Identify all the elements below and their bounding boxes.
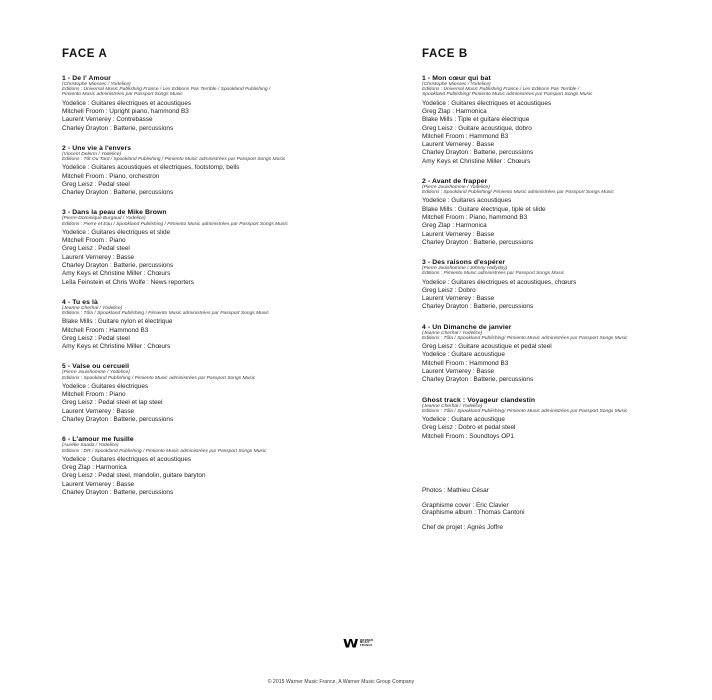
musician-credit: Blake Mills : Tiple et guitare électrique bbox=[422, 116, 530, 124]
musician-credit: Mitchell Froom : Piano, hammond B3 bbox=[422, 213, 528, 221]
track-writers: (Aurélie Saada / Yodelice) bbox=[62, 443, 119, 449]
track-credits bbox=[422, 197, 702, 247]
track-credits bbox=[422, 343, 702, 384]
track-editions-line: Editions : Pierre et Eau / Spookland Publishing / Pimiento Music administrées par Passport Songs Music bbox=[62, 221, 288, 227]
musician-credit: Yodelice : Guitare acoustique bbox=[422, 416, 505, 424]
musician-credit: Mitchell Froom : Hammond B3 bbox=[422, 132, 509, 140]
musician-credit: Charley Drayton : Batterie, percussions bbox=[62, 189, 174, 197]
musician-credit: Charley Drayton : Batterie, percussions bbox=[422, 238, 534, 246]
musician-credit: Blake Mills : Guitare électrique, tiple et slide bbox=[422, 205, 546, 213]
musician-credit: Yodelice : Guitares acoustiques et électriques, footstomp, bells bbox=[62, 164, 240, 172]
copyright-line: © 2015 Warner Music France, A Warner Music Group Company bbox=[267, 679, 415, 685]
musician-credit: Greg Leisz : Dobro et pedal steel bbox=[422, 424, 516, 432]
musician-credit: Laurent Vernerey : Basse bbox=[422, 295, 495, 303]
track-writers: (Jeanne Cherhal / Yodelice) bbox=[422, 403, 483, 409]
track-block bbox=[422, 75, 702, 166]
track-credits bbox=[62, 229, 362, 287]
musician-credit: Mitchell Froom : Soundtoys OP1 bbox=[422, 432, 514, 440]
track-title: 5 - Valse ou cercueil bbox=[62, 363, 130, 371]
face-a-track-list bbox=[62, 75, 362, 497]
musician-credit: Leïla Feinstein et Chris Wolfe : News reporters bbox=[62, 278, 195, 286]
musician-credit: Yodelice : Guitares électriques et acoustiques bbox=[62, 99, 192, 107]
musician-credit: Laurent Vernerey : Basse bbox=[62, 407, 135, 415]
warner-logo-caption bbox=[360, 640, 373, 649]
track-title: 2 - Une vie à l'envers bbox=[62, 144, 132, 152]
track-block bbox=[62, 75, 362, 133]
musician-credit: Yodelice : Guitares électriques bbox=[62, 382, 149, 390]
musician-credit: Laurent Vernerey : Contrebasse bbox=[62, 116, 153, 124]
musician-credit: Mitchell Froom : Upright piano, hammond B3 bbox=[62, 107, 189, 115]
track-editions-line: Editions : Tôla / Spookland Publishing/ Pimiento Music administrées par Passport Songs Music bbox=[422, 335, 628, 341]
track-credits bbox=[62, 164, 362, 197]
musician-credit: Yodelice : Guitare acoustique bbox=[422, 351, 505, 359]
musician-credit: Amy Keys et Christine Miller : Chœurs bbox=[62, 270, 171, 278]
musician-credit: Laurent Vernerey : Basse bbox=[422, 141, 495, 149]
track-credits bbox=[62, 318, 362, 351]
musician-credit: Charley Drayton : Batterie, percussions bbox=[422, 303, 534, 311]
chef-de-projet-credit: Chef de projet : Agnès Joffre bbox=[422, 523, 503, 531]
face-b-heading: FACE B bbox=[422, 48, 468, 60]
musician-credit: Charley Drayton : Batterie, percussions bbox=[62, 416, 174, 424]
musician-credit: Yodelice : Guitares électriques et slide bbox=[62, 228, 171, 236]
track-editions-line: Editions : Universal Music Publishing France / Les Editions Pas Terrible / bbox=[422, 87, 580, 93]
warner-w-icon: W bbox=[343, 637, 359, 651]
track-block bbox=[62, 363, 362, 424]
track-block bbox=[422, 324, 702, 385]
musician-credit: Mitchell Froom : Piano, orchestron bbox=[62, 172, 160, 180]
musician-credit: Yodelice : Guitares acoustiques bbox=[422, 197, 512, 205]
track-title: 4 - Tu es là bbox=[62, 298, 98, 306]
track-credits bbox=[62, 456, 362, 497]
track-editions-line: Editions : Pimiento Music administrées par Passport Songs Music bbox=[422, 271, 565, 277]
warner-logo-caption-line: WARNER bbox=[359, 638, 374, 642]
musician-credit: Mitchell Froom : Hammond B3 bbox=[62, 326, 149, 334]
track-title: 3 - Des raisons d'espérer bbox=[422, 259, 506, 267]
track-writers: (Pierre-Dominique Burgaud / Yodelice) bbox=[62, 216, 146, 222]
musician-credit: Charley Drayton : Batterie, percussions bbox=[422, 149, 534, 157]
musician-credit: Yodelice : Guitares électriques et acoustiques, chœurs bbox=[422, 278, 577, 286]
track-title: 1 - Mon cœur qui bat bbox=[422, 75, 491, 82]
musician-credit: Amy Keys et Christine Miller : Chœurs bbox=[422, 157, 531, 165]
musician-credit: Greg Leisz : Pedal steel bbox=[62, 245, 130, 253]
track-credits bbox=[62, 383, 362, 424]
track-title: 6 - L'amour me fusille bbox=[62, 436, 134, 444]
track-credits bbox=[422, 279, 702, 312]
track-editions-line: Editions : Universal Music Publishing France / Les Editions Pas Terrible / Spookland Publishing / bbox=[62, 87, 271, 93]
musician-credit: Laurent Vernerey : Basse bbox=[422, 230, 495, 238]
face-b-column bbox=[422, 48, 702, 538]
track-block bbox=[62, 299, 362, 352]
track-writers: (Christophe Miossec / Yodelice) bbox=[422, 82, 491, 87]
track-writers: (Jeanne Cherhal / Yodelice) bbox=[62, 305, 123, 311]
warner-logo-caption-line: MUSIC bbox=[359, 641, 370, 645]
track-editions-line: Editions : Tôla / Spookland Publishing/ Pimiento Music administrées par Passport Songs Music bbox=[422, 408, 628, 414]
musician-credit: Greg Leisz : Pedal steel bbox=[62, 180, 130, 188]
musician-credit: Laurent Vernerey : Basse bbox=[422, 368, 495, 376]
musician-credit: Charley Drayton : Batterie, percussions bbox=[62, 261, 174, 269]
track-credits bbox=[422, 416, 702, 441]
musician-credit: Charley Drayton : Batterie, percussions bbox=[62, 488, 174, 496]
track-title: 1 - De l' Amour bbox=[62, 75, 111, 82]
warner-music-logo bbox=[343, 638, 373, 651]
musician-credit: Greg Zlap : Harmonica bbox=[62, 464, 127, 472]
photos-credit: Photos : Mathieu César bbox=[422, 486, 489, 494]
track-editions-line: Spookland Publishing/ Pimiento Music administrées par Passport Songs Music bbox=[422, 92, 593, 98]
track-credits bbox=[422, 100, 702, 166]
track-writers: (Pierre Jouishomme / Yodelice) bbox=[422, 184, 490, 190]
musician-credit: Mitchell Froom : Hammond B3 bbox=[422, 359, 509, 367]
track-editions-line: Editions : Tôt Ou Tard / Spookland Publishing / Pimiento Music administrées par Passport Songs Music bbox=[62, 157, 286, 162]
graphisme-album-credit: Graphisme album : Thomas Cantoni bbox=[422, 509, 525, 517]
track-writers: (Jeanne Cherhal / Yodelice) bbox=[422, 330, 483, 336]
musician-credit: Yodelice : Guitares électriques et acoustiques bbox=[422, 99, 552, 107]
musician-credit: Greg Leisz : Guitare acoustique, dobro bbox=[422, 124, 532, 132]
musician-credit: Mitchell Froom : Piano bbox=[62, 237, 126, 245]
musician-credit: Mitchell Froom : Piano bbox=[62, 391, 126, 399]
face-b-track-list bbox=[422, 75, 702, 441]
face-a-column bbox=[62, 48, 362, 509]
musician-credit: Greg Leisz : Pedal steel et lap steel bbox=[62, 399, 163, 407]
track-title: 4 - Un Dimanche de janvier bbox=[422, 323, 512, 331]
musician-credit: Yodelice : Guitares électriques et acoustiques bbox=[62, 455, 192, 463]
track-block bbox=[62, 436, 362, 497]
track-title: 3 - Dans la peau de Mike Brown bbox=[62, 209, 167, 217]
musician-credit: Greg Leisz : Guitare acoustique et pedal steel bbox=[422, 343, 552, 351]
track-editions-line: Editions : Spookland Publishing/ Pimiento Music administrées par Passport Songs Music bbox=[422, 190, 614, 196]
production-credits bbox=[422, 487, 702, 531]
track-block bbox=[62, 145, 362, 198]
musician-credit: Charley Drayton : Batterie, percussions bbox=[62, 124, 174, 132]
track-editions-line: Pimiento Music administrées par Passport Songs Music bbox=[62, 92, 183, 98]
track-editions-line: Editions : Spookland Publishing / Pimiento Music administrées par Passport Songs Music bbox=[62, 375, 256, 381]
track-editions-line: Editions : Tôla / Spookland Publishing / Pimiento Music administrées par Passport Songs Music bbox=[62, 311, 269, 317]
track-writers: (Pierre Jouishomme / Yodelice) bbox=[62, 370, 130, 376]
musician-credit: Greg Leisz : Pedal steel bbox=[62, 334, 130, 342]
track-writers: (Vincent Delerm / Yodelice) bbox=[62, 151, 122, 157]
warner-logo-caption-line: FRANCE bbox=[359, 644, 373, 648]
musician-credit: Greg Leisz : Pedal steel, mandolin, guitare baryton bbox=[62, 472, 206, 480]
musician-credit: Laurent Vernerey : Basse bbox=[62, 480, 135, 488]
musician-credit: Greg Leisz : Dobro bbox=[422, 286, 476, 294]
musician-credit: Greg Zlap : Harmonica bbox=[422, 107, 487, 115]
track-credits bbox=[62, 100, 362, 133]
face-a-heading: FACE A bbox=[62, 48, 108, 60]
track-block bbox=[422, 259, 702, 312]
track-block bbox=[422, 178, 702, 247]
track-editions-line: Editions : DR / Spookland Publishing / Pimiento Music administrées par Passport Songs Music bbox=[62, 448, 267, 454]
track-writers: (Pierre Jouishomme / Johnny Hallyday) bbox=[422, 266, 508, 272]
musician-credit: Laurent Vernerey : Basse bbox=[62, 253, 135, 261]
track-block bbox=[422, 397, 702, 441]
track-title: 2 - Avant de frapper bbox=[422, 177, 488, 185]
graphisme-cover-credit: Graphisme cover : Eric Clavier bbox=[422, 501, 509, 509]
track-writers: (Christophe Miossec / Yodelice) bbox=[62, 82, 131, 87]
musician-credit: Amy Keys et Christine Miller : Chœurs bbox=[62, 343, 171, 351]
track-block bbox=[62, 209, 362, 286]
musician-credit: Charley Drayton : Batterie, percussions bbox=[422, 376, 534, 384]
musician-credit: Greg Zlap : Harmonica bbox=[422, 222, 487, 230]
track-title: Ghost track : Voyageur clandestin bbox=[422, 396, 536, 404]
musician-credit: Blake Mills : Guitare nylon et électrique bbox=[62, 318, 173, 326]
